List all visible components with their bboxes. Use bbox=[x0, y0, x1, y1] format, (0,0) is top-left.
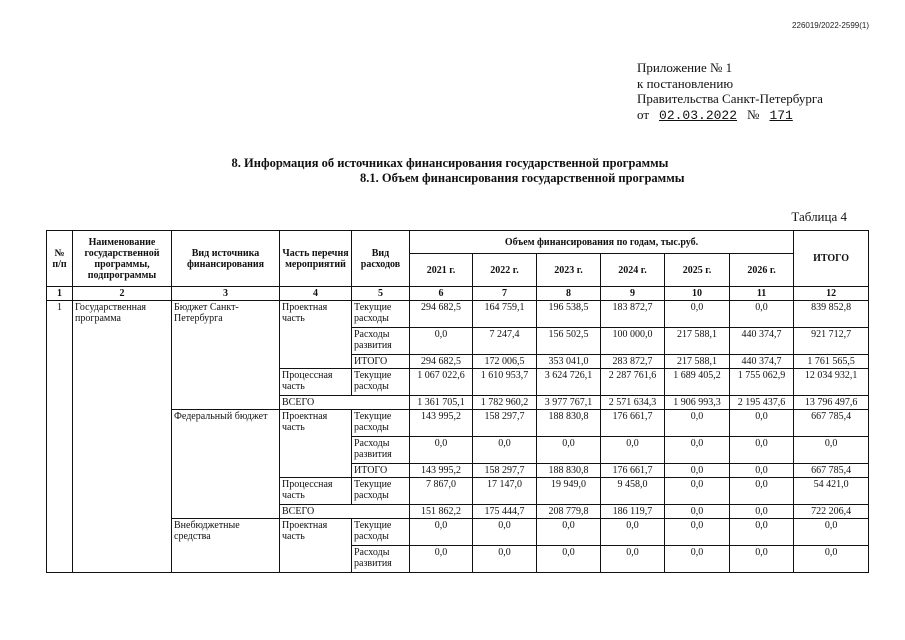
document-stamp: 226019/2022-2599(1) bbox=[792, 21, 869, 30]
value-cell: 158 297,7 bbox=[473, 464, 537, 478]
value-cell: 667 785,4 bbox=[794, 410, 869, 437]
value-cell: 19 949,0 bbox=[537, 478, 601, 505]
value-cell: 0,0 bbox=[794, 437, 869, 464]
value-cell: 175 444,7 bbox=[473, 505, 537, 519]
value-cell: 0,0 bbox=[794, 546, 869, 573]
appendix-block bbox=[637, 60, 823, 123]
value-cell: 0,0 bbox=[537, 546, 601, 573]
part-project: Проектная часть bbox=[280, 301, 352, 369]
date-value: 02.03.2022 bbox=[659, 107, 738, 123]
expense-type: ИТОГО bbox=[352, 464, 410, 478]
value-cell: 0,0 bbox=[730, 546, 794, 573]
header-part: Часть перечня мероприятий bbox=[280, 231, 352, 287]
value-cell: 353 041,0 bbox=[537, 355, 601, 369]
value-cell: 0,0 bbox=[730, 519, 794, 546]
value-cell: 176 661,7 bbox=[601, 464, 665, 478]
sub-title: 8.1. Объем финансирования государственной программы bbox=[360, 171, 685, 185]
total-label: ВСЕГО bbox=[280, 505, 410, 519]
column-number: 2 bbox=[73, 287, 172, 301]
part-process: Процессная часть bbox=[280, 478, 352, 505]
value-cell: 208 779,8 bbox=[537, 505, 601, 519]
header-row-1 bbox=[47, 231, 869, 254]
source-budget-spb: Бюджет Санкт-Петербурга bbox=[172, 301, 280, 410]
value-cell: 0,0 bbox=[537, 437, 601, 464]
value-cell: 294 682,5 bbox=[410, 301, 473, 328]
value-cell: 0,0 bbox=[665, 546, 730, 573]
value-cell: 12 034 932,1 bbox=[794, 369, 869, 396]
table-row bbox=[47, 301, 869, 328]
total-label: ВСЕГО bbox=[280, 396, 410, 410]
value-cell: 0,0 bbox=[665, 478, 730, 505]
value-cell: 722 206,4 bbox=[794, 505, 869, 519]
value-cell: 0,0 bbox=[665, 505, 730, 519]
value-cell: 2 287 761,6 bbox=[601, 369, 665, 396]
value-cell: 0,0 bbox=[473, 546, 537, 573]
value-cell: 0,0 bbox=[473, 437, 537, 464]
value-cell: 2 195 437,6 bbox=[730, 396, 794, 410]
table-label: Таблица 4 bbox=[791, 209, 847, 224]
value-cell: 294 682,5 bbox=[410, 355, 473, 369]
value-cell: 0,0 bbox=[730, 437, 794, 464]
header-source: Вид источника финансирования bbox=[172, 231, 280, 287]
value-cell: 1 761 565,5 bbox=[794, 355, 869, 369]
value-cell: 7 247,4 bbox=[473, 328, 537, 355]
header-name: Наименование государственной программы, подпрограммы bbox=[73, 231, 172, 287]
number-prefix: № bbox=[747, 106, 760, 122]
value-cell: 0,0 bbox=[665, 437, 730, 464]
expense-type: Текущие расходы bbox=[352, 519, 410, 546]
value-cell: 1 689 405,2 bbox=[665, 369, 730, 396]
value-cell: 283 872,7 bbox=[601, 355, 665, 369]
value-cell: 188 830,8 bbox=[537, 410, 601, 437]
column-number: 5 bbox=[352, 287, 410, 301]
expense-type: Текущие расходы bbox=[352, 301, 410, 328]
column-number: 1 bbox=[47, 287, 73, 301]
value-cell: 0,0 bbox=[665, 519, 730, 546]
header-years-group: Объем финансирования по годам, тыс.руб. bbox=[410, 231, 794, 254]
value-cell: 13 796 497,6 bbox=[794, 396, 869, 410]
value-cell: 17 147,0 bbox=[473, 478, 537, 505]
value-cell: 0,0 bbox=[601, 546, 665, 573]
column-number: 7 bbox=[473, 287, 537, 301]
value-cell: 0,0 bbox=[665, 410, 730, 437]
appendix-line-3: Правительства Санкт-Петербурга bbox=[637, 91, 823, 106]
value-cell: 0,0 bbox=[410, 328, 473, 355]
value-cell: 440 374,7 bbox=[730, 328, 794, 355]
part-project: Проектная часть bbox=[280, 410, 352, 478]
value-cell: 2 571 634,3 bbox=[601, 396, 665, 410]
column-number: 11 bbox=[730, 287, 794, 301]
value-cell: 186 119,7 bbox=[601, 505, 665, 519]
value-cell: 143 995,2 bbox=[410, 464, 473, 478]
header-year: 2022 г. bbox=[473, 254, 537, 287]
value-cell: 0,0 bbox=[537, 519, 601, 546]
value-cell: 1 067 022,6 bbox=[410, 369, 473, 396]
value-cell: 217 588,1 bbox=[665, 328, 730, 355]
expense-type: Расходы развития bbox=[352, 546, 410, 573]
value-cell: 183 872,7 bbox=[601, 301, 665, 328]
value-cell: 1 782 960,2 bbox=[473, 396, 537, 410]
value-cell: 1 361 705,1 bbox=[410, 396, 473, 410]
source-federal: Федеральный бюджет bbox=[172, 410, 280, 519]
value-cell: 921 712,7 bbox=[794, 328, 869, 355]
number-value: 171 bbox=[769, 107, 793, 123]
value-cell: 164 759,1 bbox=[473, 301, 537, 328]
value-cell: 156 502,5 bbox=[537, 328, 601, 355]
expense-type: Текущие расходы bbox=[352, 410, 410, 437]
value-cell: 0,0 bbox=[730, 410, 794, 437]
value-cell: 158 297,7 bbox=[473, 410, 537, 437]
financing-table bbox=[46, 230, 869, 573]
column-number: 8 bbox=[537, 287, 601, 301]
value-cell: 0,0 bbox=[730, 505, 794, 519]
header-year: 2024 г. bbox=[601, 254, 665, 287]
value-cell: 440 374,7 bbox=[730, 355, 794, 369]
value-cell: 0,0 bbox=[665, 301, 730, 328]
part-process: Процессная часть bbox=[280, 369, 352, 396]
value-cell: 196 538,5 bbox=[537, 301, 601, 328]
value-cell: 172 006,5 bbox=[473, 355, 537, 369]
header-total: ИТОГО bbox=[794, 231, 869, 287]
appendix-date-line bbox=[637, 107, 823, 124]
value-cell: 0,0 bbox=[601, 437, 665, 464]
value-cell: 188 830,8 bbox=[537, 464, 601, 478]
value-cell: 0,0 bbox=[410, 519, 473, 546]
appendix-line-2: к постановлению bbox=[637, 75, 734, 91]
column-number: 10 bbox=[665, 287, 730, 301]
column-number: 9 bbox=[601, 287, 665, 301]
column-number: 4 bbox=[280, 287, 352, 301]
row-number: 1 bbox=[47, 301, 73, 573]
header-year: 2025 г. bbox=[665, 254, 730, 287]
value-cell: 217 588,1 bbox=[665, 355, 730, 369]
column-number: 6 bbox=[410, 287, 473, 301]
value-cell: 0,0 bbox=[730, 464, 794, 478]
value-cell: 1 755 062,9 bbox=[730, 369, 794, 396]
value-cell: 0,0 bbox=[410, 546, 473, 573]
value-cell: 0,0 bbox=[730, 301, 794, 328]
column-number: 3 bbox=[172, 287, 280, 301]
value-cell: 151 862,2 bbox=[410, 505, 473, 519]
source-extra: Внебюджетные средства bbox=[172, 519, 280, 573]
value-cell: 667 785,4 bbox=[794, 464, 869, 478]
value-cell: 100 000,0 bbox=[601, 328, 665, 355]
value-cell: 54 421,0 bbox=[794, 478, 869, 505]
value-cell: 839 852,8 bbox=[794, 301, 869, 328]
value-cell: 3 977 767,1 bbox=[537, 396, 601, 410]
column-number: 12 bbox=[794, 287, 869, 301]
main-title: 8. Информация об источниках финансирования государственной программы bbox=[231, 156, 669, 170]
section-titles bbox=[0, 156, 905, 186]
part-project: Проектная часть bbox=[280, 519, 352, 573]
expense-type: Расходы развития bbox=[352, 328, 410, 355]
header-year: 2021 г. bbox=[410, 254, 473, 287]
program-name: Государственная программа bbox=[73, 301, 172, 573]
value-cell: 0,0 bbox=[665, 464, 730, 478]
value-cell: 0,0 bbox=[410, 437, 473, 464]
value-cell: 9 458,0 bbox=[601, 478, 665, 505]
value-cell: 0,0 bbox=[601, 519, 665, 546]
expense-type: Расходы развития bbox=[352, 437, 410, 464]
value-cell: 7 867,0 bbox=[410, 478, 473, 505]
value-cell: 0,0 bbox=[473, 519, 537, 546]
value-cell: 143 995,2 bbox=[410, 410, 473, 437]
value-cell: 0,0 bbox=[730, 478, 794, 505]
header-type: Вид расходов bbox=[352, 231, 410, 287]
value-cell: 176 661,7 bbox=[601, 410, 665, 437]
expense-type: Текущие расходы bbox=[352, 478, 410, 505]
header-year: 2026 г. bbox=[730, 254, 794, 287]
header-num: № п/п bbox=[47, 231, 73, 287]
value-cell: 3 624 726,1 bbox=[537, 369, 601, 396]
value-cell: 1 906 993,3 bbox=[665, 396, 730, 410]
date-prefix: от bbox=[637, 106, 650, 122]
value-cell: 0,0 bbox=[794, 519, 869, 546]
expense-type: Текущие расходы bbox=[352, 369, 410, 396]
column-number-row bbox=[47, 287, 869, 301]
value-cell: 1 610 953,7 bbox=[473, 369, 537, 396]
appendix-line-1: Приложение № 1 bbox=[637, 60, 733, 75]
expense-type: ИТОГО bbox=[352, 355, 410, 369]
header-year: 2023 г. bbox=[537, 254, 601, 287]
